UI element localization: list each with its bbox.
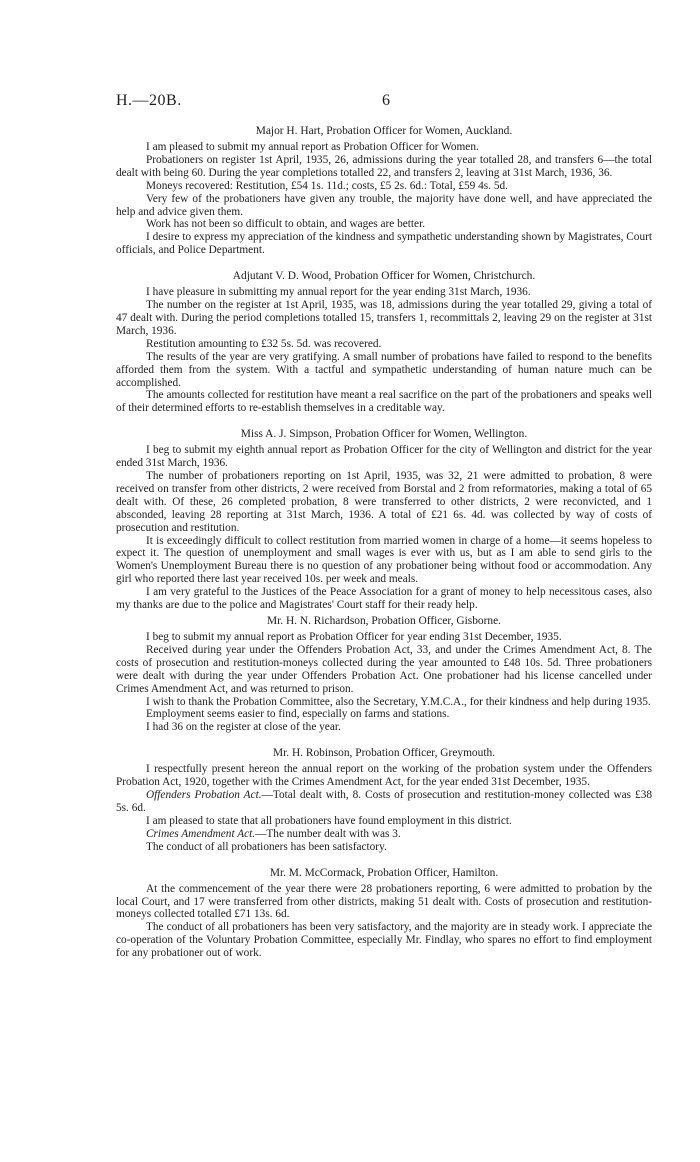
act-label: Crimes Amendment Act. xyxy=(146,827,256,840)
paragraph: I had 36 on the register at close of the year. xyxy=(146,721,341,734)
paragraph: I respectfully present hereon the annual report on the working of the probation system under the Offenders Probation Act, 1920, together with the Crimes Amendment Act, for the year ended 31st December, 1935. xyxy=(116,763,652,789)
act-text: —The number dealt with was 3. xyxy=(255,827,401,840)
report-section-christchurch xyxy=(116,269,652,415)
section-heading: Mr. M. McCormack, Probation Officer, Hamilton. xyxy=(269,866,499,879)
paragraph: I beg to submit my annual report as Probation Officer for year ending 31st December, 1935. xyxy=(146,631,562,643)
report-section-wellington xyxy=(116,427,652,612)
paragraph: I am pleased to submit my annual report as Probation Officer for Women. xyxy=(146,141,479,153)
page-number: 6 xyxy=(382,92,390,109)
document-reference: H.—20B. xyxy=(116,92,182,109)
paragraph: The amounts collected for restitution have meant a real sacrifice on the part of the probationers and speaks well of their determined efforts to re-establish themselves in a creditable way. xyxy=(116,389,652,415)
paragraph: It is exceedingly difficult to collect restitution from married women in charge of a home—it seems hopeless to expect it. The question of unemployment and small wages is ever with us, but as I am able to send girls to the Women's Unemployment Bureau there is no question of any probationer being without food or accommodation. Any girl who reported there last year received 10s. per week and meals. xyxy=(116,534,652,586)
report-section-hamilton xyxy=(116,866,652,960)
section-heading: Mr. H. Robinson, Probation Officer, Greymouth. xyxy=(272,747,496,760)
paragraph: The number of probationers reporting on 1st April, 1935, was 32, 21 were admitted to probation, 8 were received on transfer from other districts, 2 were received from Borstal and 2 from reformatories, making a total of 65 dealt with. Of these, 26 completed probation, 8 were transferred to other districts, 2 were reconvicted, and 1 absconded, leaving 28 reporting at 31st March, 1936. A total of £21 6s. 4d. was collected by way of costs of prosecution and restitution. xyxy=(116,470,652,534)
paragraph xyxy=(116,789,652,815)
section-heading: Mr. H. N. Richardson, Probation Officer, Gisborne. xyxy=(266,615,502,627)
paragraph: The conduct of all probationers has been very satisfactory, and the majority are in steady work. I appreciate the co-operation of the Voluntary Probation Committee, especially Mr. Findlay, who spares no effort to find employment for any probationer out of work. xyxy=(116,921,652,960)
paragraph: The number on the register at 1st April, 1935, was 18, admissions during the year totalled 29, giving a total of 47 dealt with. During the period completions totalled 15, transfers 1, recommittals 2, leaving 29 on the register at 31st March, 1936. xyxy=(116,299,652,337)
paragraph: I have pleasure in submitting my annual report for the year ending 31st March, 1936. xyxy=(146,286,531,299)
paragraph: I wish to thank the Probation Committee, also the Secretary, Y.M.C.A., for their kindness and help during 1935. xyxy=(146,695,651,708)
paragraph: Very few of the probationers have given any trouble, the majority have done well, and have appreciated the help and advice given them. xyxy=(116,192,652,218)
paragraph: I am very grateful to the Justices of the Peace Association for a grant of money to help necessitous cases, also my thanks are due to the police and Magistrates' Court staff for their ready help. xyxy=(116,586,652,612)
page-header xyxy=(116,92,646,114)
paragraph: Restitution amounting to £32 5s. 5d. was recovered. xyxy=(146,337,382,350)
paragraph: Employment seems easier to find, especially on farms and stations. xyxy=(146,708,450,721)
report-section-greymouth xyxy=(116,746,652,853)
section-heading: Adjutant V. D. Wood, Probation Officer for Women, Christchurch. xyxy=(232,270,536,283)
section-heading: Miss A. J. Simpson, Probation Officer for Women, Wellington. xyxy=(240,428,528,441)
paragraph: Moneys recovered: Restitution, £54 1s. 11d.; costs, £5 2s. 6d.: Total, £59 4s. 5d. xyxy=(146,179,508,192)
act-text: —Total dealt with, 8. Costs of prosecution and restitution-money collected was £38 5s. 6d. xyxy=(116,789,652,814)
paragraph: I am pleased to state that all probationers have found employment in this district. xyxy=(146,814,512,827)
report-section-auckland xyxy=(116,124,652,257)
paragraph: I desire to express my appreciation of the kindness and sympathetic understanding shown by Magistrates, Court officials, and Police Department. xyxy=(116,231,652,257)
paragraph xyxy=(116,828,652,841)
paragraph: The results of the year are very gratifying. A small number of probations have failed to respond to the benefits afforded them from the system. With a tactful and sympathetic understanding of human nature much can be accomplished. xyxy=(116,350,652,389)
paragraph: Probationers on register 1st April, 1935, 26, admissions during the year totalled 28, and transfers 6—the total dealt with being 60. During the year completions totalled 22, and transfers 2, leaving at 31st March, 1936, 36. xyxy=(116,153,652,179)
report-body xyxy=(116,124,652,960)
section-heading: Major H. Hart, Probation Officer for Women, Auckland. xyxy=(255,125,513,137)
paragraph: The conduct of all probationers has been satisfactory. xyxy=(146,840,387,853)
act-label: Offenders Probation Act. xyxy=(146,789,262,802)
report-section-gisborne xyxy=(116,614,652,734)
paragraph: Received during year under the Offenders Probation Act, 33, and under the Crimes Amendment Act, 8. The costs of prosecution and restitution-moneys collected during the year amounted to £48 10s. 5d. Three probationers were dealt with during the year under Offenders Probation Act. One probationer had his license cancelled under Crimes Amendment Act, and was returned to prison. xyxy=(116,643,652,695)
paragraph: I beg to submit my eighth annual report as Probation Officer for the city of Wellington and district for the year ended 31st March, 1936. xyxy=(116,444,652,470)
paragraph: At the commencement of the year there were 28 probationers reporting, 6 were admitted to probation by the local Court, and 17 were transferred from other districts, making 51 dealt with. Costs of prosecution and restitution-moneys collected totalled £71 13s. 6d. xyxy=(116,882,652,921)
paragraph: Work has not been so difficult to obtain, and wages are better. xyxy=(146,218,426,231)
